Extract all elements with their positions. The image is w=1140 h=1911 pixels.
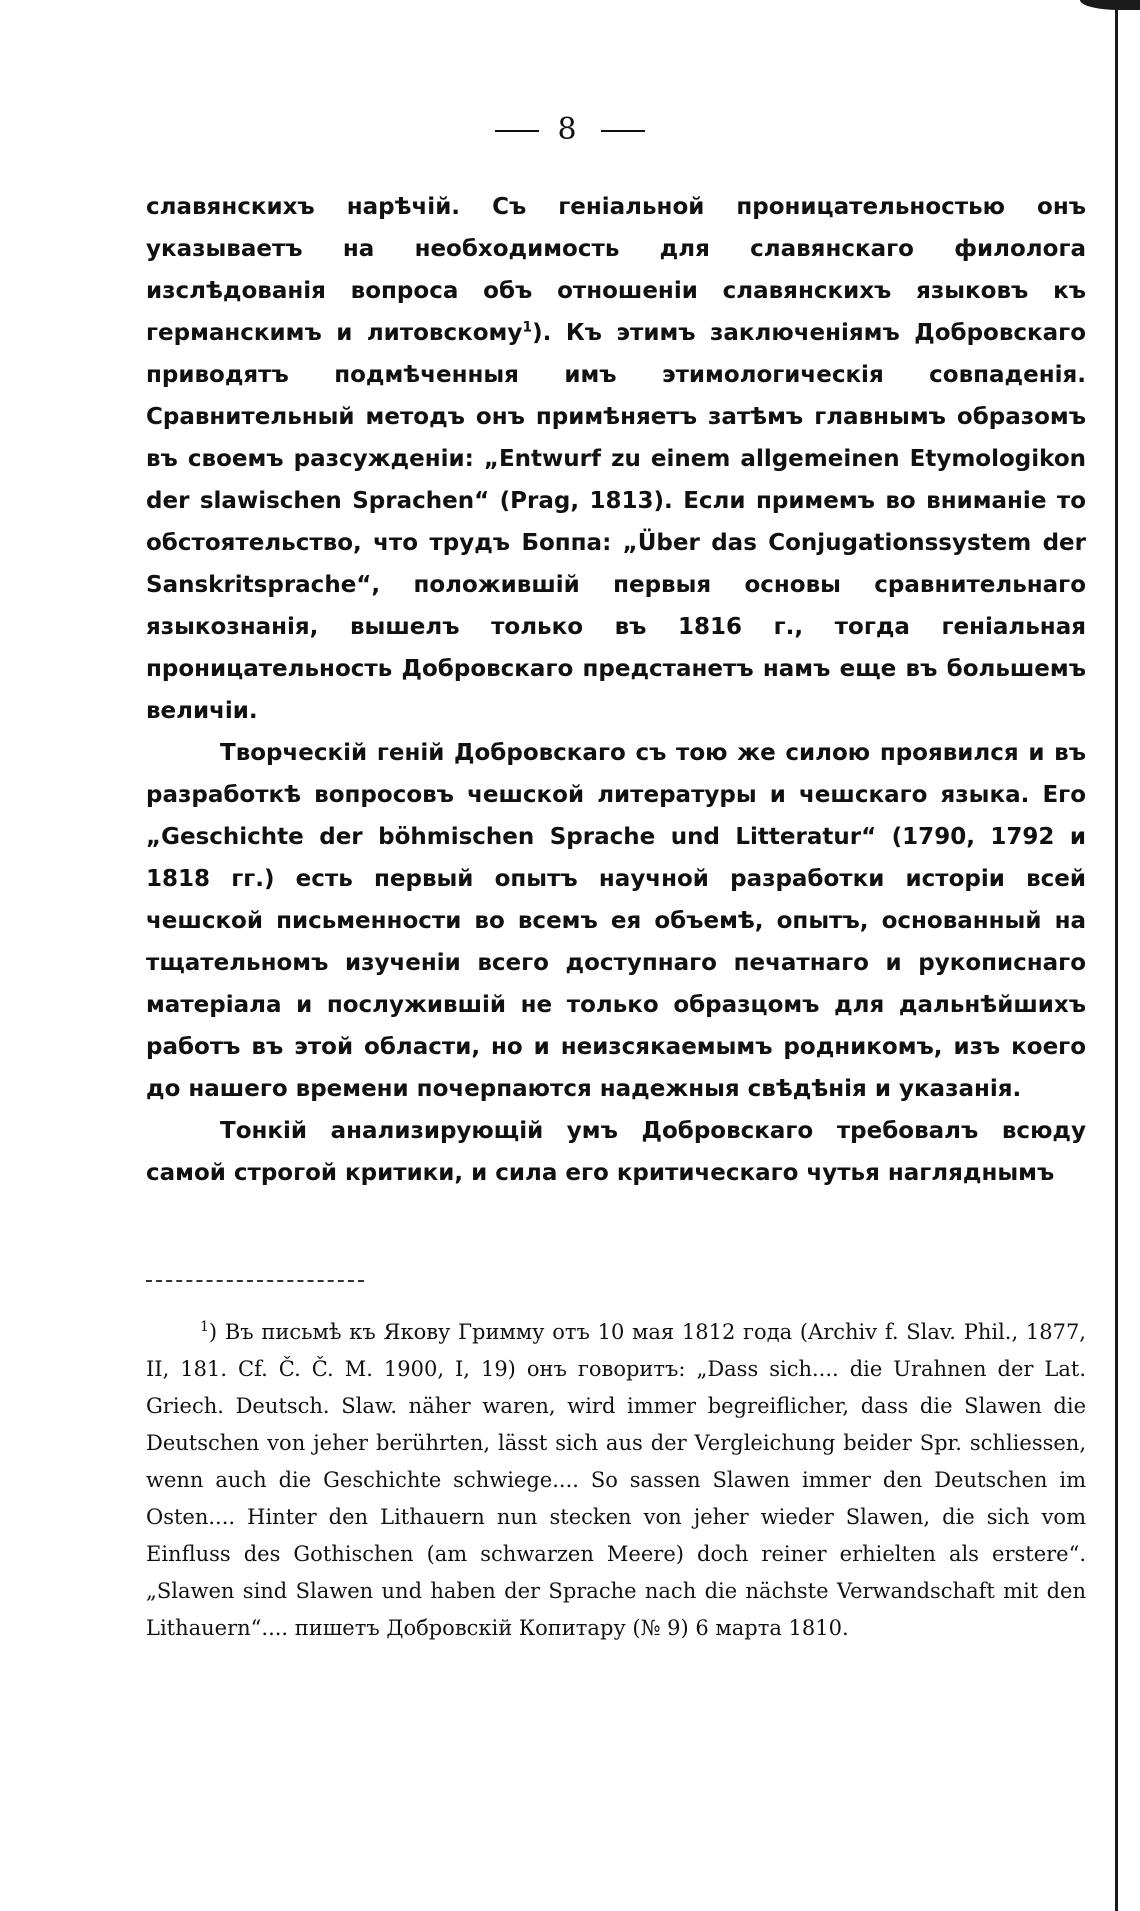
paragraph-1-part2: ). Къ этимъ заключеніямъ Добровскаго приводятъ подмѣченныя имъ этимологическія совпаденія. Сравнительный методъ онъ примѣняетъ затѣмъ главнымъ образомъ въ своемъ разсужденіи: „Entwurf zu einem allgemeinen Etymologikon der slawischen Sprachen“ (Prag, 1813). Если примемъ во вниманіе то обстоятельство, что трудъ Боппа: „Über das Conjugationssystem der Sanskritsprache“, положившій первыя основы сравнительнаго языкознанія, вышелъ только въ 1816 г., тогда геніальная проницательность Добровскаго предстанетъ намъ еще въ большемъ величіи. <box>146 320 1086 724</box>
header-dash-right <box>601 130 645 132</box>
page-number: 8 <box>557 112 583 147</box>
page-edge-right <box>1115 0 1118 1911</box>
footnote-text: ) Въ письмѣ къ Якову Гримму отъ 10 мая 1812 года (Archiv f. Slav. Phil., 1877, II, 181. Cf. Č. Č. M. 1900, I, 19) онъ говоритъ: „Dass sich.... die Urahnen der Lat. Griech. Deutsch. Slaw. näher waren, wird immer begreiflicher, dass die Slawen die Deutschen von jeher berührten, lässt sich aus der Vergleichung beider Spr. schliessen, wenn auch die Geschichte schwiege.... So sassen Slawen immer den Deutschen im Osten.... Hinter den Lithauern nun stecken von jeher wieder Slawen, die sich vom Einfluss des Gothischen (am schwarzen Meere) doch reiner erhielten als erstere“. „Slawen sind Slawen und haben der Sprache nach die nächste Verwandschaft mit den Lithauern“.... пишетъ Добровскій Копитару (№ 9) 6 марта 1810. <box>146 1320 1086 1640</box>
footnote-reference: 1 <box>522 319 533 336</box>
paragraph-1 <box>146 186 1086 732</box>
page-header <box>0 112 1140 147</box>
page-edge-top <box>1080 0 1140 10</box>
footnote-paragraph <box>146 1314 1086 1647</box>
paragraph-3: Тонкій анализирующій умъ Добровскаго требовалъ всюду самой строгой критики, и сила его критическаго чутья нагляднымъ <box>146 1118 1086 1186</box>
paragraph-1-part1: славянскихъ нарѣчій. Съ геніальной проницательностью онъ указываетъ на необходимость для славянскаго филолога изслѣдованія вопроса объ отношеніи славянскихъ языковъ къ германскимъ и литовскому <box>146 194 1086 346</box>
paragraph-2: Творческій геній Добровскаго съ тою же силою проявился и въ разработкѣ вопросовъ чешской литературы и чешскаго языка. Его „Geschichte der böhmischen Sprache und Litteratur“ (1790, 1792 и 1818 гг.) есть первый опытъ научной разработки исторіи всей чешской письменности во всемъ ея объемѣ, опытъ, основанный на тщательномъ изученіи всего доступнаго печатнаго и рукописнаго матеріала и послужившій не только образцомъ для дальнѣйшихъ работъ въ этой области, но и неизсякаемымъ родникомъ, изъ коего до нашего времени почерпаются надежныя свѣдѣнія и указанія. <box>146 740 1086 1102</box>
header-dash-left <box>495 130 539 132</box>
main-text <box>146 186 1086 1194</box>
footnote <box>146 1314 1086 1647</box>
footnote-mark: 1 <box>200 1319 209 1335</box>
footnote-divider <box>146 1280 364 1282</box>
